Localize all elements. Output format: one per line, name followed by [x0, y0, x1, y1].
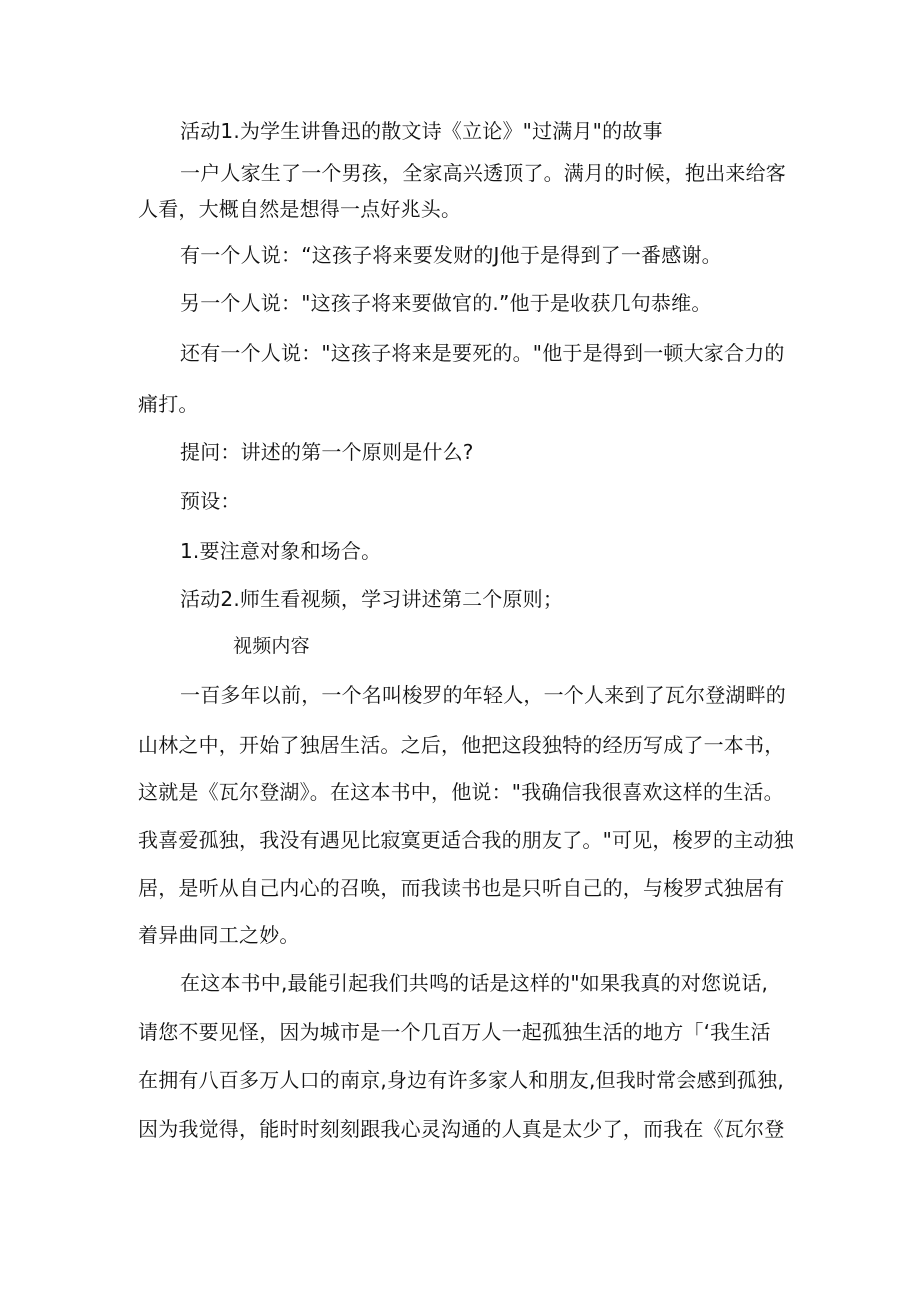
paragraph-line: 我喜爱孤独，我没有遇见比寂寞更适合我的朋友了。"可见，梭罗的主动独 [138, 828, 794, 852]
paragraph-line: 这就是《瓦尔登湖》。在这本书中，他说："我确信我很喜欢这样的生活。 [138, 780, 784, 804]
paragraph-line: 请您不要见怪，因为城市是一个几百万人一起孤独生活的地方「‘我生活 [138, 1020, 771, 1044]
activity-1-heading: 活动1.为学生讲鲁迅的散文诗《立论》"过满月"的故事 [180, 119, 663, 143]
paragraph-line: 一百多年以前，一个名叫梭罗的年轻人，一个人来到了瓦尔登湖畔的 [180, 683, 786, 707]
paragraph-line: 在拥有八百多万人口的南京,身边有许多家人和朋友,但我时常会感到孤独, [138, 1068, 784, 1092]
paragraph-line: 另一个人说："这孩子将来要做官的.”他于是收获几句恭维。 [180, 291, 712, 315]
paragraph-line: 痛打。 [138, 392, 199, 416]
paragraph-line: 着异曲同工之妙。 [138, 923, 300, 947]
paragraph-line: 因为我觉得，能时时刻刻跟我心灵沟通的人真是太少了，而我在《瓦尔登 [138, 1117, 785, 1141]
paragraph-line: 有一个人说：“这孩子将来要发财的J他于是得到了一番感谢。 [180, 243, 722, 267]
paragraph-line: 还有一个人说："这孩子将来是要死的。"他于是得到一顿大家合力的 [180, 341, 785, 365]
paragraph-line: 在这本书中,最能引起我们共鸣的话是这样的"如果我真的对您说话, [180, 971, 769, 995]
preset-label: 预设： [180, 489, 241, 513]
list-item: 1.要注意对象和场合。 [180, 539, 382, 563]
video-content-caption: 视频内容 [233, 635, 310, 657]
paragraph-line: 居，是听从自己内心的召唤，而我读书也是只听自己的，与梭罗式独居有 [138, 876, 785, 900]
activity-2-heading: 活动2.师生看视频，学习讲述第二个原则； [180, 587, 564, 611]
paragraph-line: 山林之中，开始了独居生活。之后，他把这段独特的经历写成了一本书， [138, 733, 785, 757]
question-line: 提问：讲述的第一个原则是什么? [180, 440, 474, 464]
paragraph-line: 人看，大概自然是想得一点好兆头。 [138, 197, 462, 221]
paragraph-line: 一户人家生了一个男孩，全家高兴透顶了。满月的时候，抱出来给客 [180, 161, 786, 185]
